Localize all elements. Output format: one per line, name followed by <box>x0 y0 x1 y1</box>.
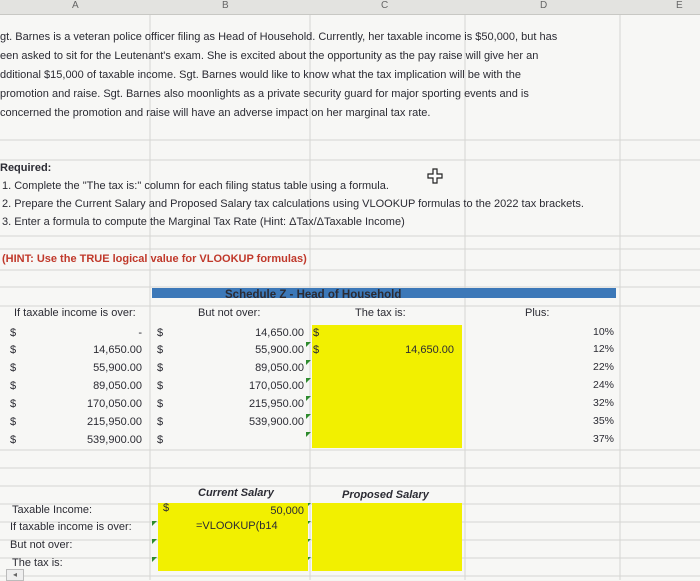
label-not-over: But not over: <box>10 539 73 551</box>
dollar-sign: $ <box>157 398 164 410</box>
dollar-sign: $ <box>157 416 164 428</box>
dollar-sign: $ <box>157 362 164 374</box>
error-indicator-icon <box>306 396 311 401</box>
not-over-value[interactable]: 14,650.00 <box>255 327 304 339</box>
current-taxable-income[interactable]: 50,000 <box>270 505 304 517</box>
header-over: If taxable income is over: <box>14 307 136 319</box>
error-indicator-icon <box>306 378 311 383</box>
over-value[interactable]: 170,050.00 <box>86 398 142 410</box>
intro-line: promotion and raise. Sgt. Barnes also moonlights as a private security guard for major sporting events and is <box>0 88 529 100</box>
header-tax-is: The tax is: <box>355 307 406 319</box>
dollar-sign: $ <box>10 434 17 446</box>
not-over-value[interactable]: 539,900.00 <box>248 416 304 428</box>
not-over-value[interactable]: 170,050.00 <box>248 380 304 392</box>
dollar-sign: $ <box>10 327 17 339</box>
header-not-over: But not over: <box>198 307 261 319</box>
label-over: If taxable income is over: <box>10 521 132 533</box>
error-indicator-icon <box>152 521 157 526</box>
tax-value[interactable]: 14,650.00 <box>405 344 454 356</box>
over-value[interactable]: - <box>138 327 142 339</box>
label-tax-is: The tax is: <box>12 557 63 569</box>
column-header-d[interactable]: D <box>540 0 548 11</box>
rate-value[interactable]: 37% <box>592 433 614 445</box>
dollar-sign: $ <box>157 327 164 339</box>
rate-value[interactable]: 24% <box>592 379 614 391</box>
intro-line: een asked to sit for the Leutenant's exam. She is excited about the opportunity as the pay raise will give her an <box>0 50 539 62</box>
error-indicator-icon <box>306 342 311 347</box>
required-item-2: 2. Prepare the Current Salary and Proposed Salary tax calculations using VLOOKUP formulas to the 2022 tax brackets. <box>2 198 584 210</box>
required-heading: Required: <box>0 162 52 174</box>
over-value[interactable]: 539,900.00 <box>86 434 142 446</box>
not-over-value[interactable]: 89,050.00 <box>255 362 304 374</box>
column-header-e[interactable]: E <box>676 0 683 11</box>
scroll-left-icon[interactable]: ◂ <box>6 569 24 581</box>
rate-value[interactable]: 32% <box>592 397 614 409</box>
dollar-sign: $ <box>157 344 164 356</box>
dollar-sign: $ <box>10 362 17 374</box>
error-indicator-icon <box>152 557 157 562</box>
required-item-3: 3. Enter a formula to compute the Marginal Tax Rate (Hint: ΔTax/ΔTaxable Income) <box>2 216 405 228</box>
dollar-sign: $ <box>10 398 17 410</box>
dollar-sign: $ <box>313 344 320 356</box>
column-header-b[interactable]: B <box>222 0 229 11</box>
rate-value[interactable]: 35% <box>592 415 614 427</box>
proposed-salary-header: Proposed Salary <box>342 489 429 501</box>
dollar-sign: $ <box>10 416 17 428</box>
label-taxable-income: Taxable Income: <box>12 504 93 516</box>
error-indicator-icon <box>306 360 311 365</box>
over-value[interactable]: 14,650.00 <box>93 344 142 356</box>
dollar-sign: $ <box>313 327 320 339</box>
rate-value[interactable]: 12% <box>592 343 614 355</box>
vlookup-hint: (HINT: Use the TRUE logical value for VLOOKUP formulas) <box>2 253 307 265</box>
dollar-sign: $ <box>163 502 170 514</box>
required-item-1: 1. Complete the "The tax is:" column for each filing status table using a formula. <box>2 180 389 192</box>
header-plus: Plus: <box>525 307 550 319</box>
dollar-sign: $ <box>157 380 164 392</box>
move-cursor-icon <box>427 168 443 184</box>
rate-value[interactable]: 22% <box>592 361 614 373</box>
column-header-a[interactable]: A <box>72 0 79 11</box>
not-over-value[interactable]: 55,900.00 <box>255 344 304 356</box>
intro-line: gt. Barnes is a veteran police officer filing as Head of Household. Currently, her taxable income is $50,000, but has <box>0 31 558 43</box>
dollar-sign: $ <box>10 344 17 356</box>
proposed-salary-input-range[interactable] <box>312 503 462 571</box>
intro-line: concerned the promotion and raise will have an adverse impact on her marginal tax rate. <box>0 107 431 119</box>
current-salary-header: Current Salary <box>198 487 274 499</box>
error-indicator-icon <box>152 539 157 544</box>
error-indicator-icon <box>306 432 311 437</box>
dollar-sign: $ <box>10 380 17 392</box>
schedule-title: Schedule Z - Head of Household <box>225 289 402 301</box>
column-header-bar <box>0 0 700 15</box>
over-value[interactable]: 55,900.00 <box>93 362 142 374</box>
rate-value[interactable]: 10% <box>592 326 614 338</box>
intro-line: dditional $15,000 of taxable income. Sgt. Barnes would like to know what the tax implication will be with the <box>0 69 521 81</box>
error-indicator-icon <box>306 414 311 419</box>
column-header-c[interactable]: C <box>381 0 389 11</box>
over-value[interactable]: 215,950.00 <box>86 416 142 428</box>
dollar-sign: $ <box>157 434 164 446</box>
not-over-value[interactable]: 215,950.00 <box>248 398 304 410</box>
over-value[interactable]: 89,050.00 <box>93 380 142 392</box>
vlookup-formula-cell[interactable]: =VLOOKUP(b14 <box>196 520 278 532</box>
